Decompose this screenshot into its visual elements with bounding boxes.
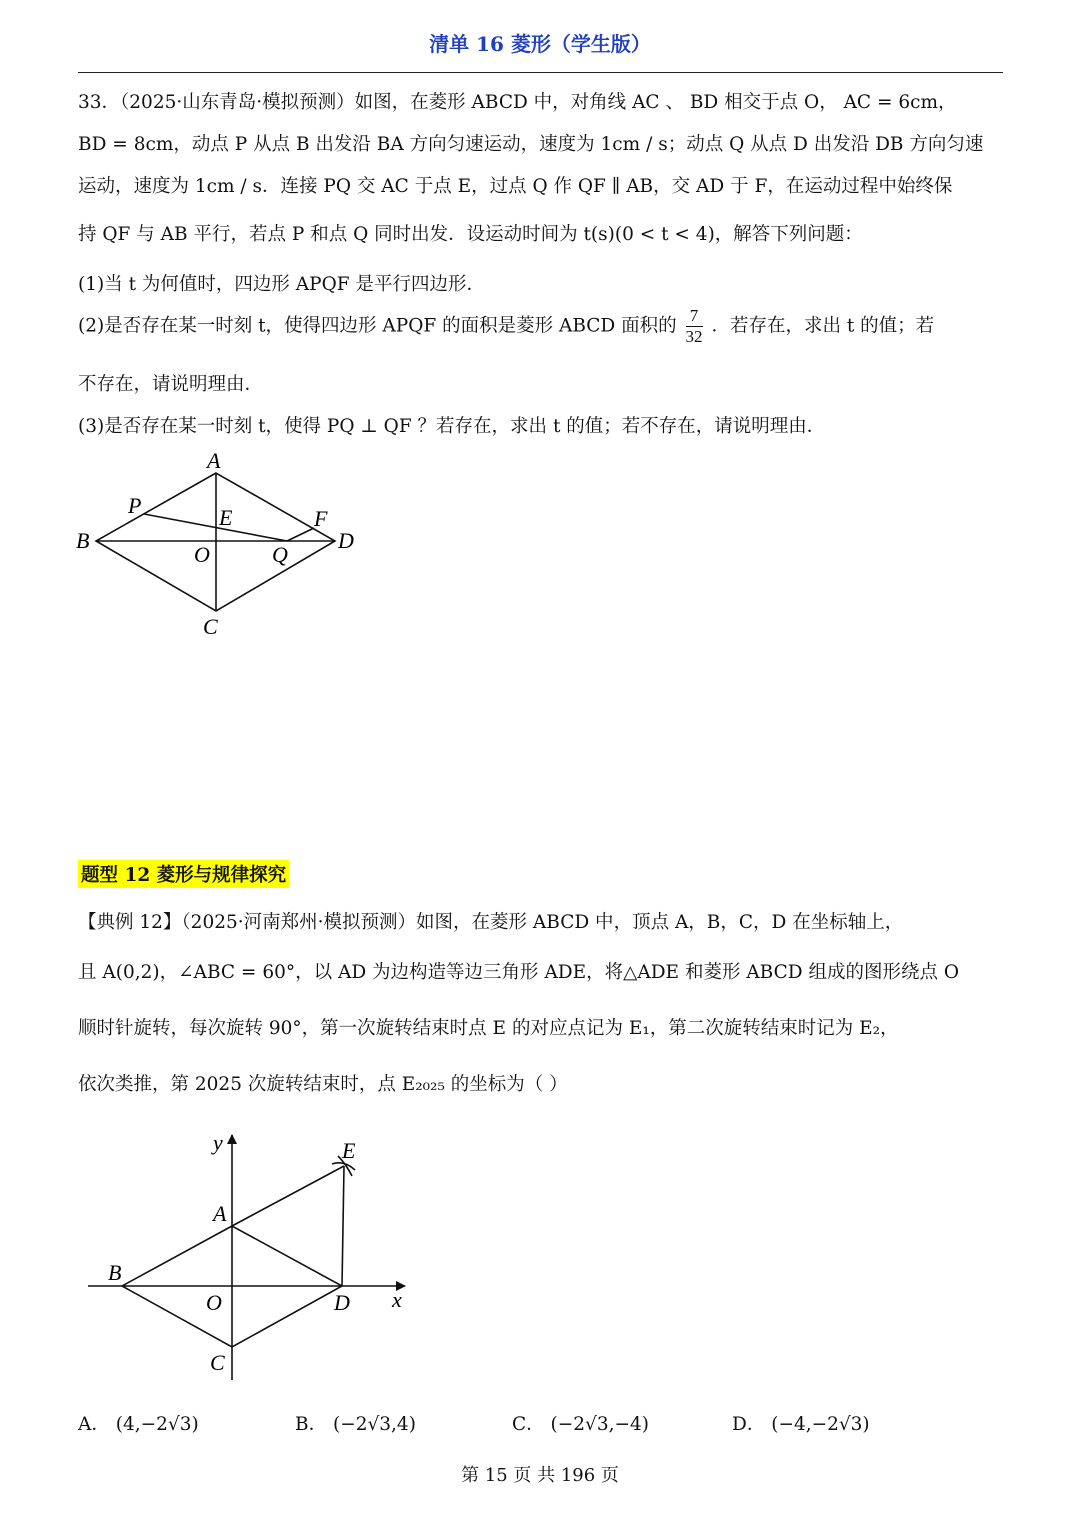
problem-33-line-2: BD = 8cm，动点 P 从点 B 出发沿 BA 方向匀速运动，速度为 1cm / s；动点 Q 从点 D 出发沿 DB 方向匀速 xyxy=(78,134,984,155)
option-c-letter: C． xyxy=(512,1414,545,1435)
label-e: E xyxy=(219,505,233,530)
label-o: O xyxy=(206,1290,222,1315)
example-12-line-4: 依次类推，第 2025 次旋转结束时，点 E₂₀₂₅ 的坐标为（ ） xyxy=(78,1074,568,1095)
option-a[interactable] xyxy=(78,1410,199,1436)
problem-33-part-2-continued: 不存在，请说明理由． xyxy=(78,374,264,395)
label-p: P xyxy=(128,493,142,518)
problem-33 xyxy=(78,82,1003,442)
option-b-value: (−2√3,4) xyxy=(333,1414,416,1435)
section-heading: 题型 12 菱形与规律探究 xyxy=(78,860,289,888)
option-c-value: (−2√3,−4) xyxy=(550,1414,649,1435)
option-d-value: (−4,−2√3) xyxy=(771,1414,870,1435)
coordinate-figure-12 xyxy=(80,1130,420,1385)
segment-ae xyxy=(232,1166,344,1226)
segment-de xyxy=(342,1166,344,1286)
example-12-line-1: 【典例 12】（2025·河南郑州·模拟预测）如图，在菱形 ABCD 中，顶点 A，B，C，D 在坐标轴上， xyxy=(78,912,904,933)
page-header-title: 清单 16 菱形（学生版） xyxy=(429,32,651,56)
label-b: B xyxy=(76,528,90,553)
label-y: y xyxy=(213,1130,223,1155)
example-12 xyxy=(78,902,1003,1102)
page-footer: 第 15 页 共 196 页 xyxy=(461,1465,619,1486)
label-e: E xyxy=(342,1138,356,1163)
label-a: A xyxy=(207,448,221,473)
problem-33-line-4: 持 QF 与 AB 平行，若点 P 和点 Q 同时出发．设运动时间为 t(s)(0 < t < 4)，解答下列问题： xyxy=(78,224,863,245)
label-q: Q xyxy=(272,542,288,567)
option-c[interactable] xyxy=(512,1410,649,1436)
fraction-seven-over-thirty-two xyxy=(686,306,703,347)
problem-33-part-1: (1)当 t 为何值时，四边形 APQF 是平行四边形． xyxy=(78,274,485,295)
option-d[interactable] xyxy=(732,1410,870,1436)
rhombus-figure-33 xyxy=(70,440,370,645)
part-2-text-before: (2)是否存在某一时刻 t，使得四边形 APQF 的面积是菱形 ABCD 面积的 xyxy=(78,315,677,337)
option-a-letter: A． xyxy=(78,1414,110,1435)
label-x: x xyxy=(392,1287,402,1312)
example-12-line-3: 顺时针旋转，每次旋转 90°，第一次旋转结束时点 E 的对应点记为 E₁，第二次旋转结束时记为 E₂， xyxy=(78,1018,899,1039)
option-d-letter: D． xyxy=(732,1414,766,1435)
label-a: A xyxy=(213,1201,227,1226)
answer-options xyxy=(78,1404,1003,1444)
label-c: C xyxy=(203,614,218,639)
option-b[interactable] xyxy=(295,1410,416,1436)
label-d: D xyxy=(338,528,354,553)
label-d: D xyxy=(334,1290,350,1315)
fraction-numerator: 7 xyxy=(686,306,703,327)
problem-33-line-3: 运动，速度为 1cm / s．连接 PQ 交 AC 于点 E，过点 Q 作 QF ∥ AB，交 AD 于 F，在运动过程中始终保 xyxy=(78,176,953,197)
problem-33-part-2 xyxy=(78,306,934,347)
option-b-letter: B． xyxy=(295,1414,328,1435)
fraction-denominator: 32 xyxy=(685,327,703,346)
header-divider xyxy=(78,72,1003,73)
part-2-text-after: ．若存在，求出 t 的值；若 xyxy=(711,315,935,337)
label-f: F xyxy=(314,506,328,531)
problem-33-part-3: (3)是否存在某一时刻 t，使得 PQ ⊥ QF ？若存在，求出 t 的值；若不存在，请说明理由． xyxy=(78,416,826,437)
example-12-line-2: 且 A(0,2)，∠ABC = 60°，以 AD 为边构造等边三角形 ADE，将△ADE 和菱形 ABCD 组成的图形绕点 O xyxy=(78,962,960,983)
option-a-value: (4,−2√3) xyxy=(115,1414,199,1435)
label-o: O xyxy=(194,542,210,567)
label-b: B xyxy=(108,1260,122,1285)
segment-qf xyxy=(287,528,314,541)
problem-33-line-1: 33．（2025·山东青岛·模拟预测）如图，在菱形 ABCD 中，对角线 AC 、 BD 相交于点 O， AC = 6cm， xyxy=(78,92,957,113)
label-c: C xyxy=(210,1350,225,1375)
